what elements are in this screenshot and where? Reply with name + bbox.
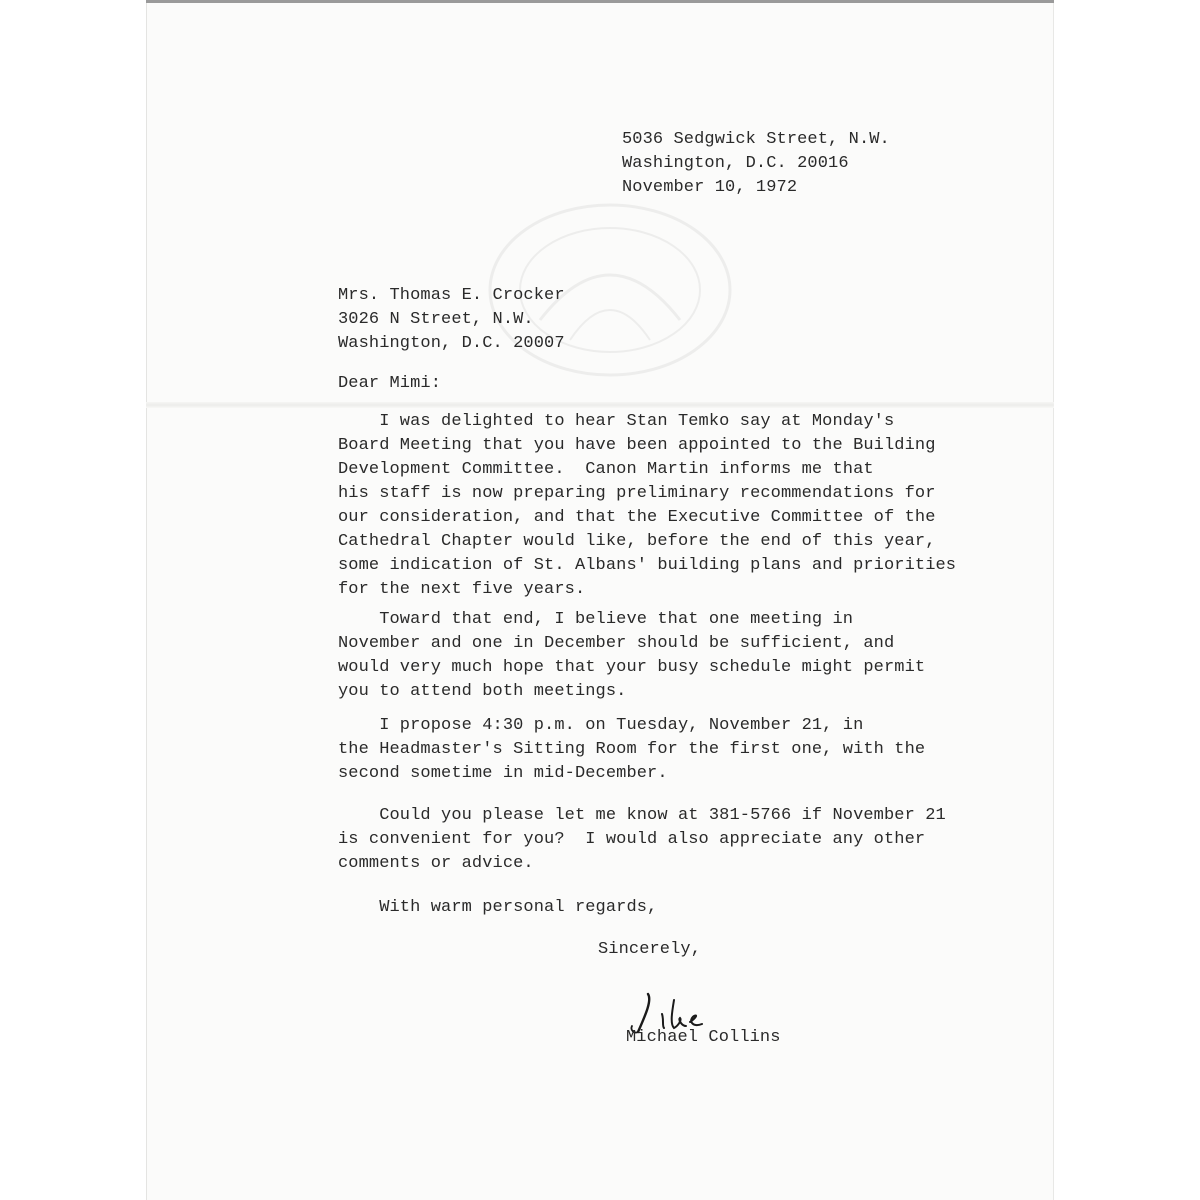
paragraph-line: November and one in December should be sufficient, and — [338, 634, 895, 653]
paragraph-line: comments or advice. — [338, 854, 534, 873]
paragraph-line: is convenient for you? I would also appreciate any other — [338, 830, 926, 849]
paragraph-line: Toward that end, I believe that one meeting in — [338, 610, 854, 629]
letter-date: November 10, 1972 — [622, 178, 798, 197]
paragraph-line: would very much hope that your busy schedule might permit — [338, 658, 926, 677]
recipient-address — [338, 284, 565, 356]
paragraph-line: Board Meeting that you have been appointed to the Building — [338, 436, 936, 455]
sender-street: 5036 Sedgwick Street, N.W. — [622, 130, 890, 149]
sender-address — [622, 128, 890, 200]
paragraph-line: our consideration, and that the Executive Committee of the — [338, 508, 936, 527]
paragraph-line: for the next five years. — [338, 580, 586, 599]
recipient-city: Washington, D.C. 20007 — [338, 334, 565, 353]
paragraph-line: I propose 4:30 p.m. on Tuesday, November 21, in — [338, 716, 864, 735]
paragraph-line: you to attend both meetings. — [338, 682, 627, 701]
valediction: Sincerely, — [598, 940, 702, 959]
signer-name: Michael Collins — [626, 1028, 781, 1047]
paragraph-line: his staff is now preparing preliminary recommendations for — [338, 484, 936, 503]
paragraph-line: some indication of St. Albans' building plans and priorities — [338, 556, 957, 575]
sender-city: Washington, D.C. 20016 — [622, 154, 849, 173]
paper-fold-line — [146, 402, 1054, 408]
closing-line: With warm personal regards, — [338, 898, 658, 917]
paragraph-line: Could you please let me know at 381-5766 if November 21 — [338, 806, 946, 825]
paragraph-2 — [338, 608, 925, 704]
recipient-street: 3026 N Street, N.W. — [338, 310, 534, 329]
sheet-top-edge — [146, 0, 1054, 3]
recipient-name: Mrs. Thomas E. Crocker — [338, 286, 565, 305]
paragraph-line: second sometime in mid-December. — [338, 764, 668, 783]
paragraph-3 — [338, 714, 925, 786]
paragraph-4 — [338, 804, 946, 876]
paragraph-line: Development Committee. Canon Martin informs me that — [338, 460, 874, 479]
paragraph-line: Cathedral Chapter would like, before the end of this year, — [338, 532, 936, 551]
paragraph-1 — [338, 410, 956, 602]
paragraph-line: I was delighted to hear Stan Temko say at Monday's — [338, 412, 895, 431]
paragraph-line: the Headmaster's Sitting Room for the first one, with the — [338, 740, 926, 759]
salutation: Dear Mimi: — [338, 374, 442, 393]
